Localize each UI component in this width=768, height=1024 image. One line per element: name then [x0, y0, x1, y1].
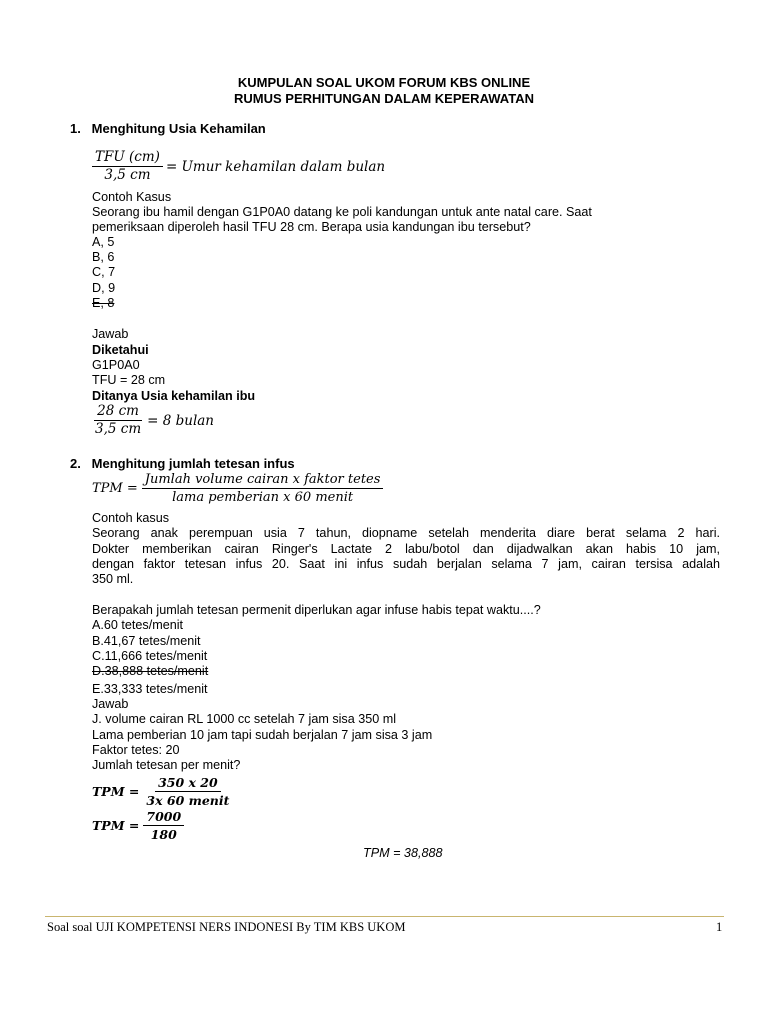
formula-numerator: TFU (cm) — [92, 149, 163, 167]
formula-numerator: Jumlah volume cairan x faktor tetes — [142, 471, 384, 489]
section2-option-d-correct: D.38,888 tetes/menit — [92, 664, 209, 678]
section2-calc2 — [92, 808, 184, 843]
section2-option-c: C.11,666 tetes/menit — [92, 649, 208, 663]
section1-case-line: Seorang ibu hamil dengan G1P0A0 datang ke poli kandungan untuk ante natal care. Saat — [92, 205, 592, 219]
result-numerator: 28 cm — [94, 403, 142, 421]
section2-case-line: dengan faktor tetesan infus 20. Saat ini infus sudah berjalan selama 7 jam, cairan tersisa adalah — [92, 557, 720, 571]
calc1-denominator: 3x 60 menit — [146, 793, 230, 808]
section2-answer-line: J. volume cairan RL 1000 cc setelah 7 jam sisa 350 ml — [92, 712, 397, 726]
section1-case-line: pemeriksaan diperoleh hasil TFU 28 cm. Berapa usia kandungan ibu tersebut? — [92, 220, 531, 234]
footer-text: Soal soal UJI KOMPETENSI NERS INDONESI By TIM KBS UKOM — [47, 920, 406, 934]
page-number: 1 — [716, 920, 723, 934]
section1-known-line: TFU = 28 cm — [92, 373, 166, 387]
section1-formula — [92, 149, 385, 184]
section2-answer-line: Faktor tetes: 20 — [92, 743, 180, 757]
formula-rhs: = Umur kehamilan dalam bulan — [165, 158, 386, 175]
calc1-numerator: 350 x 20 — [155, 774, 221, 792]
section1-heading: 1. Menghitung Usia Kehamilan — [70, 121, 266, 136]
result-denominator: 3,5 cm — [95, 421, 142, 437]
section2-option-b: B.41,67 tetes/menit — [92, 634, 201, 648]
section1-option-c: C, 7 — [92, 265, 116, 279]
section1-option-a: A, 5 — [92, 235, 115, 249]
section1-case-label: Contoh Kasus — [92, 190, 172, 204]
section2-answer-line: Jumlah tetesan per menit? — [92, 758, 241, 772]
section2-question: Berapakah jumlah tetesan permenit diperlukan agar infuse habis tepat waktu....? — [92, 603, 541, 617]
section1-answer-label: Jawab — [92, 327, 129, 341]
calc2-numerator: 7000 — [143, 808, 184, 826]
section1-option-d: D, 9 — [92, 281, 116, 295]
section2-case-line: Seorang anak perempuan usia 7 tahun, diopname setelah menderita diare berat selama 2 hari. — [92, 526, 720, 540]
section2-heading: 2. Menghitung jumlah tetesan infus — [70, 456, 295, 471]
formula-denominator: 3,5 cm — [104, 167, 151, 183]
footer-divider — [45, 916, 724, 917]
section1-option-e-correct: E, 8 — [92, 296, 115, 310]
section2-answer-label: Jawab — [92, 697, 129, 711]
result-rhs: = 8 bulan — [147, 412, 215, 429]
section2-case-label: Contoh kasus — [92, 511, 170, 525]
document-title-line2: RUMUS PERHITUNGAN DALAM KEPERAWATAN — [234, 91, 534, 106]
calc2-denominator: 180 — [150, 827, 177, 842]
section2-calc1 — [92, 774, 232, 809]
formula-denominator: lama pemberian x 60 menit — [172, 490, 354, 505]
section2-option-a: A.60 tetes/menit — [92, 618, 184, 632]
section2-case-line: 350 ml. — [92, 572, 134, 586]
section1-result-formula — [92, 403, 214, 438]
section2-formula — [92, 471, 383, 506]
calc1-lhs: TPM = — [92, 784, 140, 799]
section1-known-label: Diketahui — [92, 343, 149, 357]
formula-lhs: TPM = — [92, 481, 138, 496]
section1-known-line: G1P0A0 — [92, 358, 140, 372]
section1-option-b: B, 6 — [92, 250, 115, 264]
section2-answer-line: Lama pemberian 10 jam tapi sudah berjalan 7 jam sisa 3 jam — [92, 728, 433, 742]
section1-asked-label: Ditanya Usia kehamilan ibu — [92, 389, 256, 403]
calc2-lhs: TPM = — [92, 818, 140, 833]
section2-case-line: Dokter memberikan cairan Ringer's Lactate 2 labu/botol dan dijadwalkan akan habis 10 jam, — [92, 542, 720, 556]
section2-option-e: E.33,333 tetes/menit — [92, 682, 208, 696]
section2-result: TPM = 38,888 — [363, 846, 443, 860]
document-title-line1: KUMPULAN SOAL UKOM FORUM KBS ONLINE — [237, 75, 531, 90]
